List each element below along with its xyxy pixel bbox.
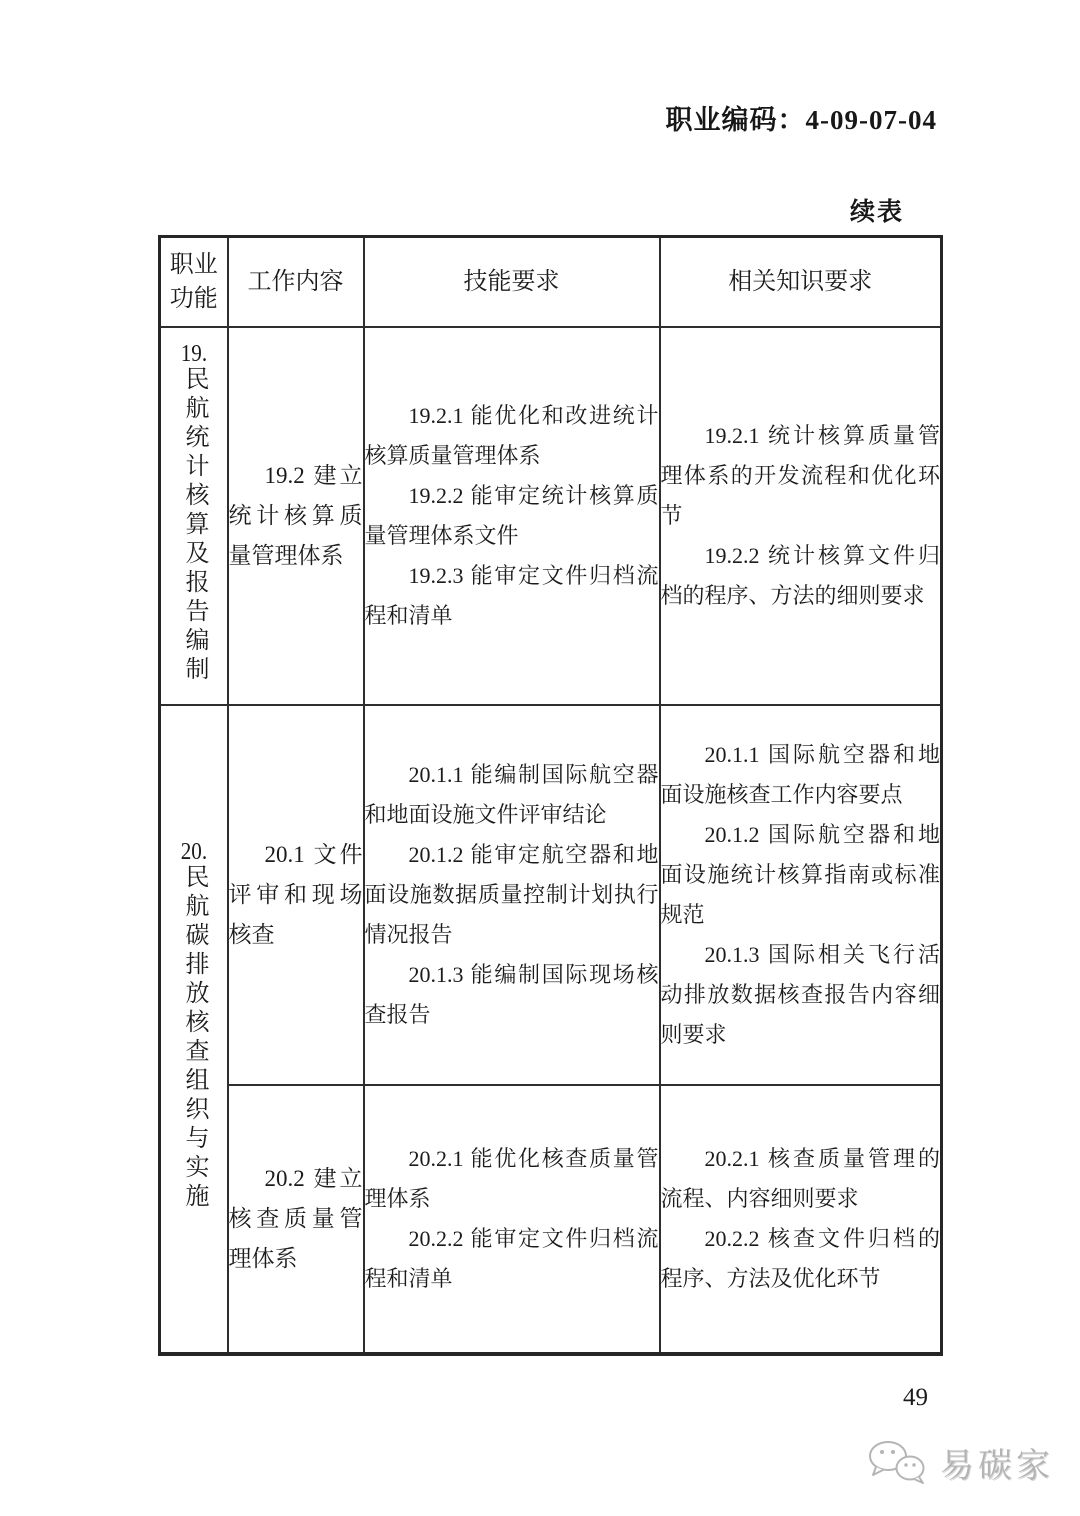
function-cell-20 <box>160 705 228 1354</box>
work-content-cell-19-2 <box>228 327 364 705</box>
watermark <box>866 1438 1054 1487</box>
knowledge-item: 20.2.1 核查质量管理的流程、内容细则要求 <box>660 1145 940 1211</box>
watermark-text: 易碳家 <box>940 1448 1054 1485</box>
table-row-20-2 <box>160 1085 942 1354</box>
skill-item: 20.2.2 能审定文件归档流程和清单 <box>364 1225 659 1291</box>
knowledge-cell-19-2 <box>660 327 942 705</box>
skill-item: 20.2.1 能优化核查质量管理体系 <box>364 1145 659 1211</box>
skill-item: 19.2.3 能审定文件归档流程和清单 <box>364 562 659 628</box>
knowledge-item: 20.1.3 国际相关飞行活动排放数据核查报告内容细则要求 <box>660 941 940 1047</box>
header-cell-skills: 技能要求 <box>364 237 660 327</box>
knowledge-item: 20.2.2 核查文件归档的程序、方法及优化环节 <box>660 1225 940 1291</box>
header-cell-function: 职业功能 <box>160 237 228 327</box>
work-content-text: 19.2 建立统计核算质量管理体系 <box>228 462 363 568</box>
skill-item: 19.2.1 能优化和改进统计核算质量管理体系 <box>364 402 659 468</box>
header-cell-knowledge: 相关知识要求 <box>660 237 942 327</box>
continued-table-label: 续表 <box>849 199 904 226</box>
function-title: 民航统计核算及报告编制 <box>180 365 207 685</box>
work-content-text: 20.2 建立核查质量管理体系 <box>228 1165 363 1271</box>
function-cell-19 <box>160 327 228 705</box>
knowledge-item: 19.2.2 统计核算文件归档的程序、方法的细则要求 <box>660 542 940 608</box>
page-number: 49 <box>903 1384 928 1411</box>
skills-cell-20-1 <box>364 705 660 1085</box>
skills-cell-19-2 <box>364 327 660 705</box>
table-row-20-1 <box>160 705 942 1085</box>
header-cell-work: 工作内容 <box>228 237 364 327</box>
wechat-logo-icon <box>866 1439 932 1487</box>
function-vertical-label <box>181 840 207 1212</box>
function-vertical-label <box>181 342 207 685</box>
knowledge-item: 20.1.1 国际航空器和地面设施核查工作内容要点 <box>660 741 940 807</box>
skills-cell-20-2 <box>364 1085 660 1354</box>
work-content-cell-20-1 <box>228 705 364 1085</box>
work-content-text: 20.1 文件评审和现场核查 <box>228 841 363 947</box>
skill-item: 19.2.2 能审定统计核算质量管理体系文件 <box>364 482 659 548</box>
work-content-cell-20-2 <box>228 1085 364 1354</box>
skill-item: 20.1.1 能编制国际航空器和地面设施文件评审结论 <box>364 761 659 827</box>
function-number: 20. <box>180 840 208 864</box>
function-number: 19. <box>180 341 208 366</box>
table-row-19 <box>160 327 942 705</box>
skill-item: 20.1.3 能编制国际现场核查报告 <box>364 961 659 1027</box>
occupation-standard-table <box>158 235 943 1356</box>
knowledge-item: 20.1.2 国际航空器和地面设施统计核算指南或标准规范 <box>660 821 940 927</box>
knowledge-item: 19.2.1 统计核算质量管理体系的开发流程和优化环节 <box>660 422 940 528</box>
occupation-code: 职业编码：4-09-07-04 <box>665 105 937 135</box>
skill-item: 20.1.2 能审定航空器和地面设施数据质量控制计划执行情况报告 <box>364 841 659 947</box>
function-title: 民航碳排放核查组织与实施 <box>180 864 207 1212</box>
knowledge-cell-20-2 <box>660 1085 942 1354</box>
table-header-row <box>160 237 942 327</box>
knowledge-cell-20-1 <box>660 705 942 1085</box>
